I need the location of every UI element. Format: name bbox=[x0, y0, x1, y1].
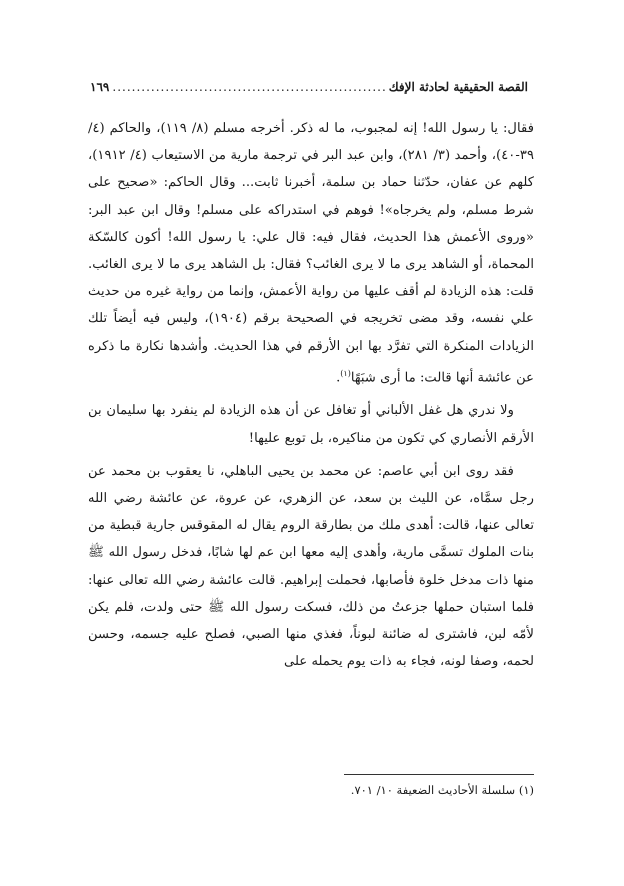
page-number: ١٦٩ bbox=[90, 80, 110, 94]
dot-leader bbox=[111, 80, 386, 94]
paragraph-tail: . bbox=[336, 370, 341, 386]
book-title: القصة الحقيقية لحادثة الإفك bbox=[388, 80, 528, 94]
paragraph-text: ولا ندري هل غفل الألباني أو تغافل عن أن هذه الزيادة لم ينفرد بها سليمان بن الأرقم الأنصاري كي تكون من مناكيره، بل توبع عليها! bbox=[88, 403, 534, 446]
footnote-reference: (١) bbox=[340, 368, 351, 378]
main-text bbox=[88, 115, 534, 675]
paragraph-text: فقال: يا رسول الله! إنه لمجبوب، ما له ذكر. أخرجه مسلم (٨/ ١١٩)، والحاكم (٤/ ٣٩-٤٠)، وأحمد (٣/ ٢٨١)، وابن عبد البر في ترجمة مارية من الاستيعاب (٤/ ١٩١٢)، كلهم عن عفان، حدّثنا حماد بن سلمة، أخبرنا ثابت... وقال الحاكم: «صحيح على شرط مسلم، ولم يخرجاه»! فوهم في استدراكه على مسلم! وقال ابن عبد البر: «وروى الأعمش هذا الحديث، فقال فيه: قال علي: يا رسول الله! أكون كالسّكة المحماة، أو الشاهد يرى ما لا يرى الغائب؟ فقال: بل الشاهد يرى ما لا يرى الغائب. قلت: هذه الزيادة لم أقف عليها من رواية الأعمش، وإنما من رواية غيره من حديث علي نفسه، وقد مضى تخريجه في الصحيحة برقم (١٩٠٤)، وليس فيه أيضاً تلك الزيادات المنكرة التي تفرَّد بها ابن الأرقم في هذا الحديث. وأشدها نكارة ما ذكره عن عائشة أنها قالت: ما أرى شبَهًا bbox=[88, 121, 535, 386]
paragraph-3 bbox=[88, 458, 534, 676]
paragraph-2 bbox=[88, 397, 534, 451]
footnote-separator bbox=[344, 774, 534, 775]
paragraph-1 bbox=[88, 115, 534, 391]
running-header bbox=[90, 80, 528, 102]
paragraph-text: فقد روى ابن أبي عاصم: عن محمد بن يحيى الباهلي، نا يعقوب بن محمد عن رجل سمَّاه، عن الليث بن سعد، عن الزهري، عن عروة، عن عائشة رضي الله تعالى عنها، قالت: أهدى ملك من بطارقة الروم يقال له المقوقس جارية قبطية من بنات الملوك تسمَّى مارية، وأهدى إليه معها ابن عم لها شابًا، فدخل رسول الله ﷺ منها ذات مدخل خلوة فأصابها، فحملت إبراهيم. قالت عائشة رضي الله تعالى عنها: فلما استبان حملها جزعتُ من ذلك، فسكت رسول الله ﷺ حتى ولدت، فلم يكن لأمّه لبن، فاشترى له ضائنة لبوناً، فغذي منها الصبي، فصلح عليه جسمه، وحسن لحمه، وصفا لونه، فجاء به ذات يوم يحمله على bbox=[88, 463, 534, 670]
footnote: (١) سلسلة الأحاديث الضعيفة ١٠/ ٧٠١. bbox=[350, 783, 534, 797]
